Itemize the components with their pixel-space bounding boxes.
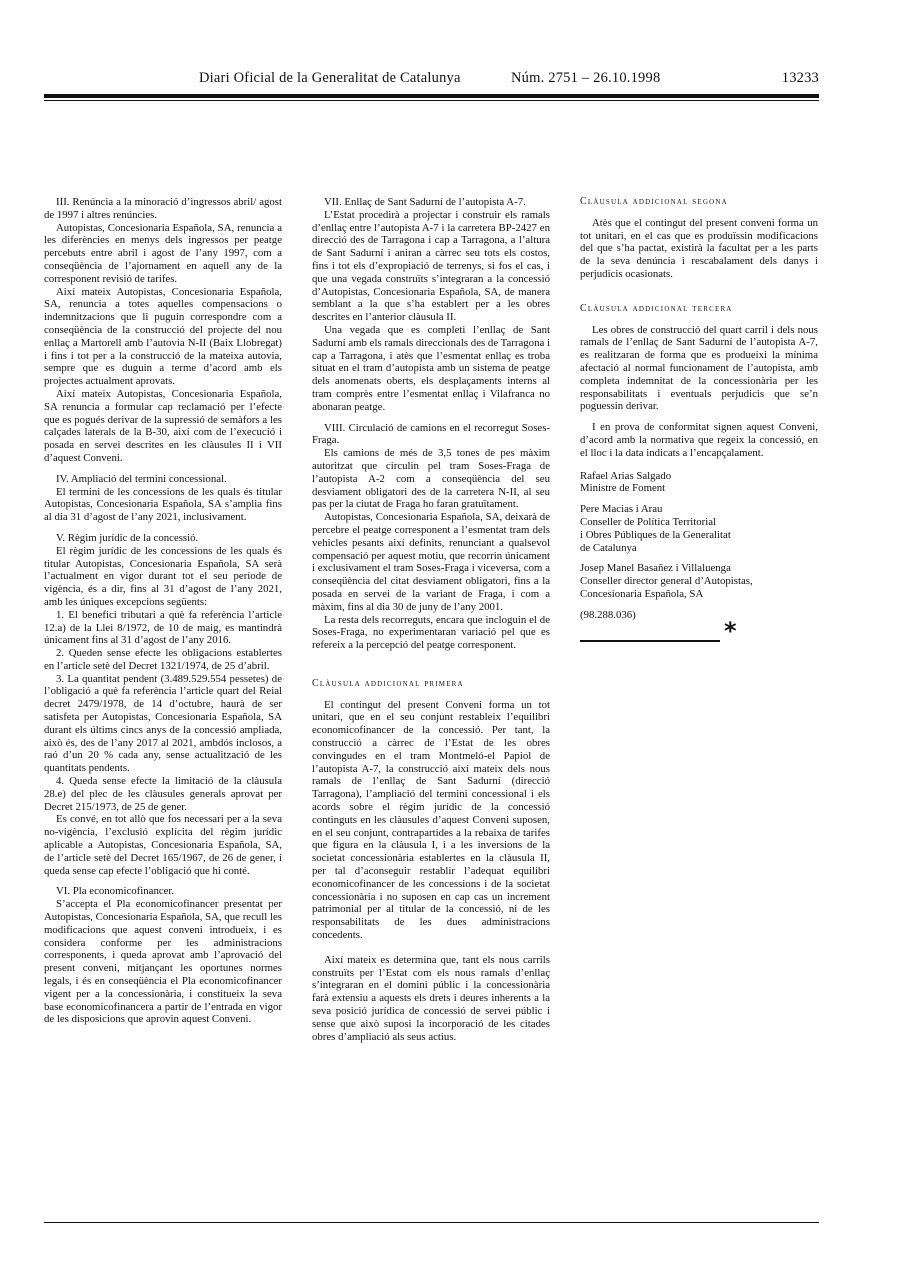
signatory-title: Concesionaria Española, SA xyxy=(580,587,704,600)
section-heading-iii: III. Renúncia a la minoració d’ingressos abril/ agost de 1997 i altres renúncies. xyxy=(44,196,282,221)
end-rule xyxy=(580,640,720,642)
paragraph: La resta dels recorreguts, encara que incloguin el de Soses-Fraga, no experimentaran variació pel que es refereix a la percepció del peatge corresponent. xyxy=(312,613,550,652)
paragraph: Les obres de construcció del quart carril i dels nous ramals de l’enllaç de Sant Sadurní de l’autopista A-7, es realitzaran de forma que es produeixi la mínima afectació al normal funcionament de l’autopista, amb completa indemnitat de la concessionària per les responsabilitats i eventuals perjudicis que se’n poguessin derivar. xyxy=(580,323,818,413)
paragraph: L’Estat procedirà a projectar i construir els ramals d’enllaç entre l’autopista A-7 i la carretera BP-2427 en direcció des de Tarragona i cap a Tarragona, a l’altura de Sant Sadurní i aniran a càrrec seu tots els costos, fins i tot els d’expropiació de terrenys, si fos el cas, i que una vegada construïts s’integraran a la concessió d’Autopistas, Concesionaria Española, SA, de manera semblant a la que s’ha establert per a les obres descrites en l’anterior clàusula II. xyxy=(312,208,550,324)
column-1 xyxy=(44,196,282,1026)
signature-block-2 xyxy=(580,503,818,554)
clause-heading-tercera: Clàusula addicional tercera xyxy=(580,302,733,314)
closing-paragraph: I en prova de conformitat signen aquest Conveni, d’acord amb la normativa que regeix la concessió, en el lloc i la data indicats a l’encapçalament. xyxy=(580,421,818,459)
paragraph: El contingut del present Conveni forma un tot unitari, que en el seu conjunt restableix l’equilibri economicofinancer de la concessió. Per tant, la construcció a càrrec de l’Estat de les obres convingudes en el tram Montmeló-el Papiol de l’autopista A-7, la construcció així mateix dels nous ramals de l’enllaç de Sant Sadurní (direcció Tarragona), l’ampliació del termini concessional i els acords sobre el règim jurídic de la concessió continguts en les clàusules d’aquest Conveni suposen, en el seu conjunt, contrapartides a la rebaixa de tarifes que figura en la clàusula I, i a les inversions de la societat concessionària establertes en la clàusula II, per tal d’aconseguir restablir l’adequat equilibri economicofinancer de les concessions i de la societat concessionària i no suposen en cap cas un increment patrimonial per al titular de la concessió, ni de les responsabilitats de les dues administracions concedents. xyxy=(312,698,550,942)
paragraph: Així mateix es determina que, tant els nous carrils construïts per l’Estat com els nous ramals d’enllaç s’integraran en el domini públic i la concessionària farà extensiu a aquests els drets i deures inherents a la seva posició jurídica de concessió de servei públic i sense que això suposi la incorporació de les citades obres d’ampliació als seus actius. xyxy=(312,953,550,1043)
list-item: 2. Queden sense efecte les obligacions establertes en l’article setè del Decret 1321/1974, de 25 d’abril. xyxy=(44,647,282,672)
list-item: 1. El benefici tributari a què fa referència l’article 12.a) de la Llei 8/1972, de 10 de maig, es mantindrà únicament fins al 31 d’agost de l’any 2016. xyxy=(44,608,282,647)
paragraph: Una vegada que es completi l’enllaç de Sant Sadurní amb els ramals direccionals des de Tarragona i cap a Tarragona, i atès que l’esmentat enllaç es troba situat en el tram d’autopista amb un sistema de peatge dels anomenats oberts, els desplaçaments interns al tram comprès entre l’esmentat enllaç i Vilafranca no abonaran peatge. xyxy=(312,323,550,413)
signatory-title: Conseller director general d’Autopistas, xyxy=(580,575,753,588)
reference-number: (98.288.036) xyxy=(580,608,636,621)
paragraph: Atès que el contingut del present conveni forma un tot unitari, en el cas que es produïssin modificacions del que s’ha pactat, existirà la facultat per a les parts de la seva denúncia i rescabalament dels danys i perjudicis ocasionats. xyxy=(580,216,818,280)
paragraph: S’accepta el Pla economicofinancer presentat per Autopistas, Concesionaria Española, SA, que recull les modificacions que aquest conveni introdueix, i es considera conforme per les administracions corresponents, i queda aprovat amb l’aprovació del present conveni, mitjançant les oportunes normes legals, i és en conseqüència el Pla economicofinancer vigent per a la concessionària, i constitueix la seva base economicofinancera a partir de l’entrada en vigor de les disposicions que aprovin aquest Conveni. xyxy=(44,898,282,1026)
list-item: 3. La quantitat pendent (3.489.529.554 pessetes) de l’obligació a què fa referència l’article quart del Reial decret 2479/1978, de 14 d’octubre, haurà de ser satisfeta per Autopistas, Concesionaria Española, SA durant els últims cincs anys de la concessió ampliada, això és, des de l’any 2017 al 2021, ambdós inclosos, a raó d’un 20 % cada any, sense actualització de les quantitats pendents. xyxy=(44,672,282,775)
paragraph: Es convé, en tot allò que fos necessari per a la seva no-vigència, l’exclusió explícita del règim jurídic aplicable a Autopistas, Concesionaria Española, SA, de l’article setè del Decret 165/1967, de 26 de gener, i queda sense cap efecte l’obligació que hi conté. xyxy=(44,813,282,877)
signatory-title: Ministre de Foment xyxy=(580,482,666,495)
header-rule-thin xyxy=(44,100,819,101)
paragraph: Autopistas, Concesionaria Española, SA, renuncia a les diferències en menys dels ingressos per peatge percebuts entre abril i agost de l’any 1997, com a conseqüència de l’ajornament en aquell any de la corresponent revisió de tarifes. xyxy=(44,221,282,285)
paragraph: Els camions de més de 3,5 tones de pes màxim autoritzat que circulin pel tram Soses-Fraga de l’autopista A-2 com a conseqüència del seu desviament obligatori des de la carretera N-II, al seu pas per la ciutat de Fraga ho faran gratuïtament. xyxy=(312,447,550,511)
end-mark xyxy=(580,616,818,648)
signatory-title: Conseller de Política Territorial xyxy=(580,515,717,528)
paragraph: Així mateix Autopistas, Concesionaria Española, SA, renuncia a totes aquelles compensacions o indemnitzacions que li puguin correspondre com a conseqüència de la construcció del projecte del nou enllaç a Martorell amb l’autovia N-II (Baix Llobregat) i fins i tot per a la construcció de la mateixa autovia, sempre que es duguin a terme d’acord amb els projectes actualment aprovats. xyxy=(44,285,282,388)
signatory-name: Pere Macias i Arau xyxy=(580,503,663,516)
paragraph: El règim jurídic de les concessions de les quals és titular Autopistas, Concesionaria Española, SA serà l’actualment en vigor durant tot el seu període de vigència, és a dir, fins al 31 d’agost de l’any 2021, amb les úniques excepcions següents: xyxy=(44,544,282,608)
signatory-title: i Obres Públiques de la Generalitat xyxy=(580,528,731,541)
clause-heading-primera: Clàusula addicional primera xyxy=(312,677,464,689)
column-2 xyxy=(312,196,550,1043)
list-item: 4. Queda sense efecte la limitació de la clàusula 28.e) del plec de les clàusules generals aprovat per Decret 215/1973, de 25 de gener. xyxy=(44,775,282,813)
column-3 xyxy=(580,196,818,648)
paragraph: Així mateix Autopistas, Concesionaria Española, SA renuncia a formular cap reclamació per l’efecte que es pogués derivar de la supressió de semàfors a les calçades laterals de la B-30, així com de l’execució i posada en servei descrites en les clàusules II i VII d’aquest Conveni. xyxy=(44,387,282,464)
paragraph: Autopistas, Concesionaria Española, SA, deixarà de percebre el peatge corresponent a l’esmentat tram dels vehicles pesants així definits, renunciant a qualsevol compensació per aquest motiu, que recorrin únicament i exclusivament el tram Soses-Fraga i viceversa, com a conseqüència del citat desviament obligatori, fins a la posada en servei de la variant de Fraga, i com a màxim, fins al dia 30 de juny de l’any 2001. xyxy=(312,511,550,613)
section-heading-viii: VIII. Circulació de camions en el recorregut Soses-Fraga. xyxy=(312,421,550,447)
signatory-name: Rafael Arias Salgado xyxy=(580,469,672,482)
page-number: 13233 xyxy=(781,70,819,86)
section-heading-iv: IV. Ampliació del termini concessional. xyxy=(56,472,227,485)
page-header xyxy=(44,70,819,90)
journal-title: Diari Oficial de la Generalitat de Catalunya xyxy=(199,70,461,86)
section-heading-vii: VII. Enllaç de Sant Sadurní de l’autopista A-7. xyxy=(324,196,526,208)
section-heading-vi: VI. Pla economicofinancer. xyxy=(56,885,175,898)
clause-heading-segona: Clàusula addicional segona xyxy=(580,196,728,207)
section-heading-v: V. Règim jurídic de la concessió. xyxy=(56,531,199,544)
signatory-title: de Catalunya xyxy=(580,541,637,554)
signature-block-1 xyxy=(580,470,818,496)
paragraph: El termini de les concessions de les quals és titular Autopistas, Concesionaria Española, SA s’amplia fins al dia 31 d’agost de l’any 2021, inclusivament. xyxy=(44,485,282,524)
asterisk-icon: * xyxy=(724,616,737,645)
header-rule-thick xyxy=(44,94,819,98)
signatory-name: Josep Manel Basañez i Villaluenga xyxy=(580,562,731,575)
footer-rule xyxy=(44,1222,819,1223)
signature-block-3 xyxy=(580,562,818,600)
issue-number-date: Núm. 2751 – 26.10.1998 xyxy=(511,70,661,86)
